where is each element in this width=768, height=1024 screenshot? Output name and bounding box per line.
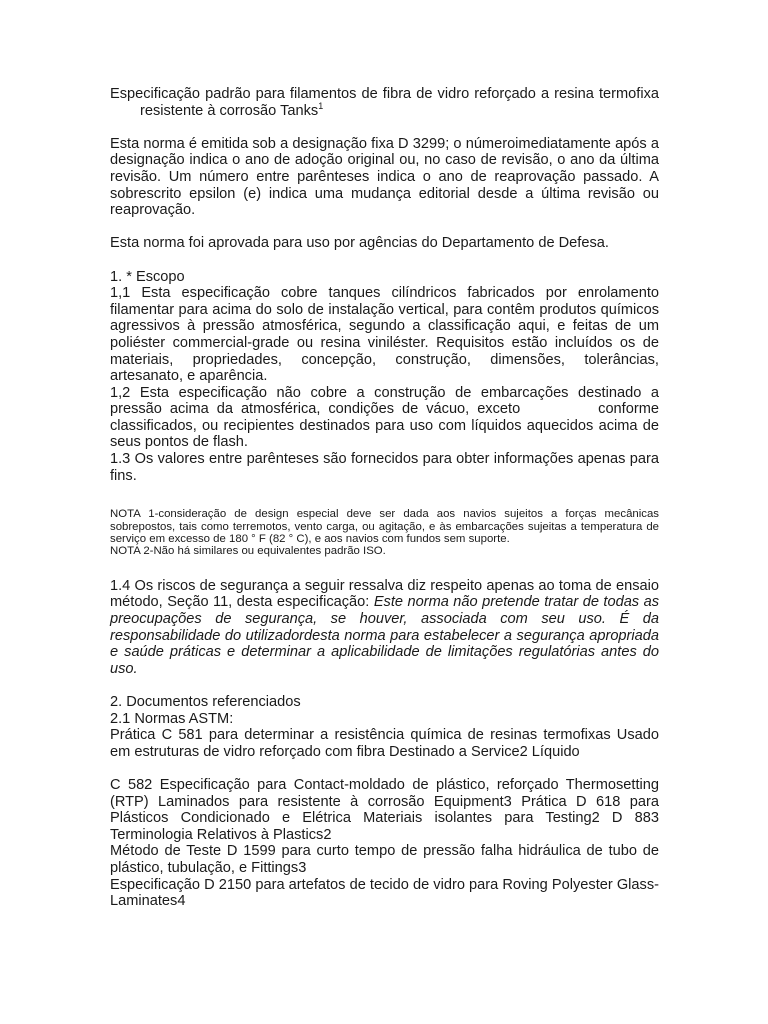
scope-paragraph-1-3: 1.3 Os valores entre parênteses são fornecidos para obter informações apenas para fins. xyxy=(110,451,659,484)
scope-heading: 1. * Escopo xyxy=(110,268,185,285)
reference-d2150: Especificação D 2150 para artefatos de tecido de vidro para Roving Polyester Glass-Laminates4 xyxy=(110,876,659,910)
title-line-a: Especificação padrão para filamentos de fibra de vidro reforçado a resina termofixa xyxy=(110,86,659,102)
safety-plain-text: 1.4 Os riscos de segurança a seguir ressalva diz respeito apenas ao toma de ensaio método, Seção 11, desta especificação: xyxy=(110,577,659,611)
title-superscript: 1 xyxy=(318,100,324,111)
scope-paragraph-1-1: 1,1 Esta especificação cobre tanques cilíndricos fabricados por enrolamento filamentar para acima do solo de instalação vertical, para contêm produtos químicos agressivos à pressão atmosférica, segundo a classificação aqui, e feitas de um poliéster commercial-grade ou resina viniléster. Requisitos estão incluídos os de materiais, propriedades, concepção, construção, dimensões, tolerâncias, artesanato, e aparência. xyxy=(110,285,659,385)
note-1: NOTA 1-consideração de design especial deve ser dada aos navios sujeitos a forças mecânicas sobrepostos, tais como terremotos, vento carga, ou agitação, e às embarcações sujeitas a temperatura de serviço em excesso de 180 ° F (82 ° C), e aos navios com fundos sem suporte. xyxy=(110,508,659,546)
safety-paragraph xyxy=(110,578,659,678)
scope-1-2-part-a: 1,2 Esta especificação não cobre a construção de embarcações destinado a pressão acima da atmosférica, condições de vácuo, xyxy=(110,384,659,418)
scope-1-2-part-c: conforme classificados, ou recipientes destinados para uso com líquidos aquecidos acima de seus pontos de flash. xyxy=(110,401,659,451)
reference-c581: Prática C 581 para determinar a resistência química de resinas termofixas Usado em estruturas de vidro reforçado com fibra Destinado a Service2 Líquido xyxy=(110,727,659,760)
scope-1-2-part-b: exceto xyxy=(477,401,521,418)
safety-italic-text: Este norma não pretende tratar de todas as preocupações de segurança, se houver, associada com seu uso. É da responsabilidade do utilizadordesta norma para estabelecer a segurança apropriada e saúde práticas e determinar a aplicabilidade de limitações regulatórias antes do uso. xyxy=(110,594,659,677)
references-heading: 2. Documentos referenciados xyxy=(110,694,301,711)
title-line-b: resistente à corrosão Tanks xyxy=(140,102,319,119)
reference-c582: C 582 Especificação para Contact-moldado de plástico, reforçado Thermosetting (RTP) Laminados para resistente à corrosão Equipment3 Prática D 618 para Plásticos Condicionado e Elétrica Materiais isolantes para Testing2 D 883 Terminologia Relativos à Plastics2 xyxy=(110,777,659,843)
document-title xyxy=(110,86,659,119)
notes-block xyxy=(110,508,659,558)
references-subheading: 2.1 Normas ASTM: xyxy=(110,710,234,727)
document-page xyxy=(110,86,659,910)
scope-paragraph-1-2 xyxy=(110,385,659,451)
designation-paragraph: Esta norma é emitida sob a designação fixa D 3299; o númeroimediatamente após a designação indica o ano de adoção original ou, no caso de revisão, o ano da última revisão. Um número entre parênteses indica o ano de reaprovação passado. A sobrescrito epsilon (e) indica uma mudança editorial desde a última revisão ou reaprovação. xyxy=(110,135,659,219)
note-2: NOTA 2-Não há similares ou equivalentes padrão ISO. xyxy=(110,545,386,558)
approval-paragraph: Esta norma foi aprovada para uso por agências do Departamento de Defesa. xyxy=(110,235,609,252)
reference-d1599: Método de Teste D 1599 para curto tempo de pressão falha hidráulica de tubo de plástico, tubulação, e Fittings3 xyxy=(110,843,659,876)
